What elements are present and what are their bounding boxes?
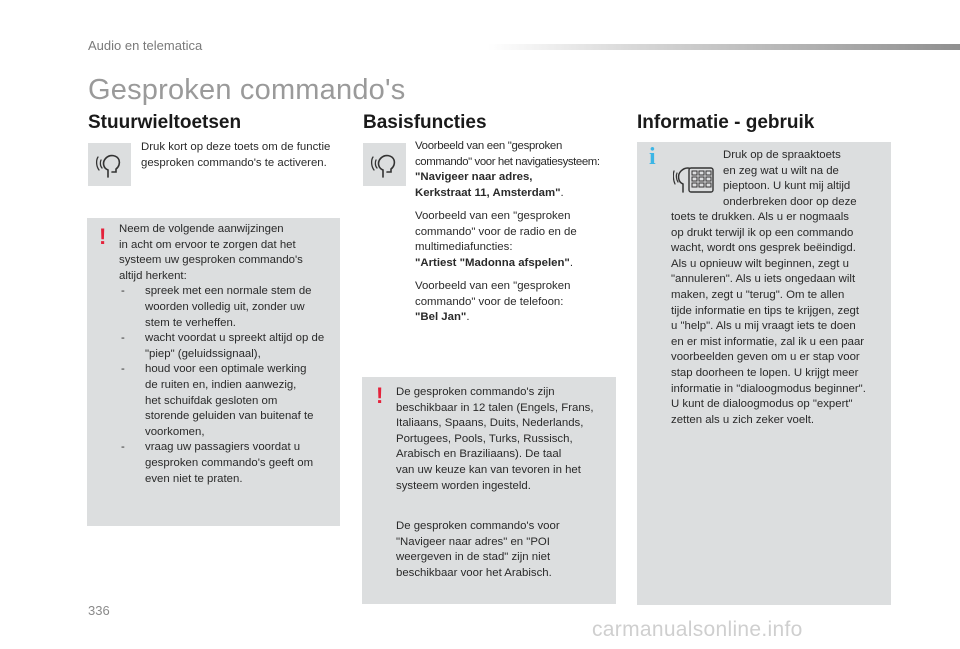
voice-command-icon bbox=[363, 143, 406, 186]
heading-informatie-gebruik: Informatie - gebruik bbox=[637, 112, 815, 133]
col2-warning-text: De gesproken commando's zijn beschikbaar in 12 talen (Engels, Frans, Italiaans, Spaans, Duits, Nederlands, Portugees, Pools, Turks, Russisch, Arabisch en Braziliaans). De taal van uw keuze kan van tevoren in het systeem worden ingesteld. bbox=[396, 386, 594, 492]
watermark: carmanualsonline.info bbox=[592, 618, 803, 641]
list-item: - wacht voordat u spreekt altijd op de "piep" (geluidssignaal), bbox=[119, 331, 339, 362]
list-item: - vraag uw passagiers voordat u gesproken commando's geeft om even niet te praten. bbox=[119, 440, 339, 487]
warning-icon: ! bbox=[99, 224, 107, 249]
col2-example-radio: Voorbeeld van een "gesproken commando" voor de radio en de multimediafuncties: "Artiest "Madonna afspelen". bbox=[415, 210, 577, 269]
page-number: 336 bbox=[88, 603, 110, 618]
col2-warning-text-2: De gesproken commando's voor "Navigeer naar adres" en "POI weergeven in de stad" zijn niet beschikbaar voor het Arabisch. bbox=[396, 520, 560, 579]
voice-command-icon bbox=[88, 143, 131, 186]
col3-info-panel bbox=[637, 142, 891, 605]
header-bar bbox=[488, 44, 960, 50]
col2-example-phone: Voorbeeld van een "gesproken commando" voor de telefoon: "Bel Jan". bbox=[415, 280, 571, 324]
col1-warning-text: Neem de volgende aanwijzingen in acht om ervoor te zorgen dat het systeem uw gesproken commando's altijd herkent: - spreek met een normale stem de woorden volledig uit, zonder uw stem te verheffen. - wacht voordat u spreekt altijd op de "piep" (geluidssignaal), - houd voor een optimale werking de ruiten en, indien aanwezig, het schuifdak gesloten om storende geluiden van buitenaf te voorkomen, - vraag uw passagiers voordat u gesproken commando's geeft om even niet te praten. bbox=[119, 222, 339, 487]
page-title: Gesproken commando's bbox=[88, 74, 406, 106]
col3-text-short: Druk op de spraaktoets en zeg wat u wilt na de pieptoon. U kunt mij altijd onderbreken door op deze bbox=[723, 149, 857, 208]
col1-warning-panel bbox=[87, 218, 340, 526]
heading-stuurwieltoetsen: Stuurwieltoetsen bbox=[88, 112, 242, 133]
voice-keypad-icon bbox=[673, 154, 715, 194]
col3-text-full: toets te drukken. Als u er nogmaals op drukt terwijl ik op een commando wacht, wordt ons gesprek beëindigd. Als u opnieuw wilt beginnen, zegt u "annuleren". Als u iets ongedaan wilt maken, zegt u "terug". Om te allen tijde informatie en tips te krijgen, zegt u "help". Als u mij vraagt iets te doen en er mist informatie, zal ik u een paar voorbeelden geven om u er stap voor stap doorheen te lopen. U krijgt meer informatie in "dialoogmodus beginner". U kunt de dialoogmodus op "expert" zetten als u zich zeker voelt. bbox=[671, 211, 866, 426]
list-item: - spreek met een normale stem de woorden volledig uit, zonder uw stem te verheffen. bbox=[119, 284, 339, 331]
warning-icon: ! bbox=[376, 383, 384, 408]
info-icon: i bbox=[649, 144, 656, 170]
col2-warning-panel bbox=[362, 377, 616, 604]
col1-warning-list bbox=[119, 284, 339, 487]
heading-basisfuncties: Basisfuncties bbox=[363, 112, 487, 133]
list-item: - houd voor een optimale werking de ruiten en, indien aanwezig, het schuifdak gesloten om storende geluiden van buitenaf te voorkomen, bbox=[119, 362, 339, 440]
col1-intro: Druk kort op deze toets om de functie gesproken commando's te activeren. bbox=[141, 141, 331, 169]
header-title: Audio en telematica bbox=[88, 38, 203, 53]
col2-example-nav: Voorbeeld van een "gesproken commando" voor het navigatiesysteem: "Navigeer naar adres, Kerkstraat 11, Amsterdam". bbox=[415, 140, 600, 199]
